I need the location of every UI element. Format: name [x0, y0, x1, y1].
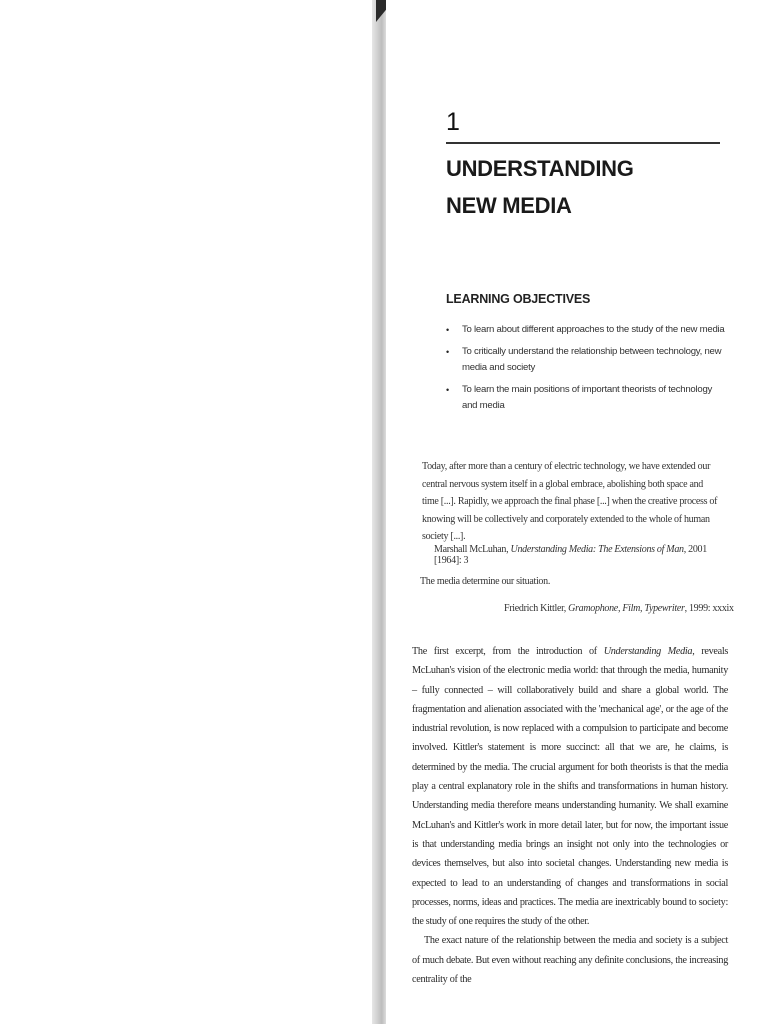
- body-text: [412, 642, 728, 989]
- chapter-title: [446, 150, 634, 224]
- bullet-icon: •: [446, 325, 449, 335]
- book-gutter: [372, 0, 386, 1024]
- list-item: • To critically understand the relationship between technology, new media and society: [446, 346, 722, 373]
- facing-page-blank: [0, 0, 372, 1024]
- chapter-title-line-2: NEW MEDIA: [446, 193, 572, 218]
- book-page: [386, 0, 768, 1024]
- learning-objectives-list: [446, 322, 726, 420]
- epigraph-mcluhan-attribution: Marshall McLuhan, Understanding Media: The Extensions of Man, 2001 [1964]: 3: [434, 544, 707, 566]
- bullet-icon: •: [446, 347, 449, 357]
- list-item: • To learn the main positions of important theorists of technology and media: [446, 384, 713, 411]
- chapter-title-line-1: UNDERSTANDING: [446, 156, 634, 181]
- paragraph-2: The exact nature of the relationship between the media and society is a subject of much debate. But even without reaching any definite conclusions, the increasing centrality of the: [412, 935, 728, 986]
- bullet-icon: •: [446, 385, 449, 395]
- learning-objectives-heading: LEARNING OBJECTIVES: [446, 292, 591, 306]
- list-item: • To learn about different approaches to the study of the new media: [446, 322, 726, 338]
- epigraph-kittler: The media determine our situation.: [420, 576, 551, 587]
- epigraph-kittler-attribution: Friedrich Kittler, Gramophone, Film, Typewriter, 1999: xxxix: [504, 603, 734, 614]
- paragraph-1: The first excerpt, from the introduction of Understanding Media, reveals McLuhan's vision of the electronic media world: that through the media, humanity – fully connected – will collaboratively build and share a global world. The fragmentation and alienation associated with the 'mechanical age', or the age of the industrial revolution, is now replaced with a compulsion to participate and become involved. Kittler's statement is more succinct: all that we are, he claims, is determined by the media. The crucial argument for both theorists is that the media play a central explanatory role in the shifts and transformations in human history. Understanding media therefore means understanding humanity. We shall examine McLuhan's and Kittler's work in more detail later, but for now, the important issue is that understanding media brings an insight not only into the technologies or devices themselves, but also into societal changes. Understanding new media is expected to lead to an understanding of changes and transformations in social processes, norms, ideas and practices. The media are inextricably bound to society: the study of one requires the study of the other.: [412, 646, 729, 928]
- chapter-number: 1: [446, 108, 460, 136]
- chapter-rule: [446, 142, 720, 144]
- epigraph-mcluhan: Today, after more than a century of electric technology, we have extended our central nervous system itself in a global embrace, abolishing both space and time [...]. Rapidly, we approach the final phase [...] when the creative process of knowing will be collectively and corporately extended to the whole of human society [...].: [422, 461, 718, 542]
